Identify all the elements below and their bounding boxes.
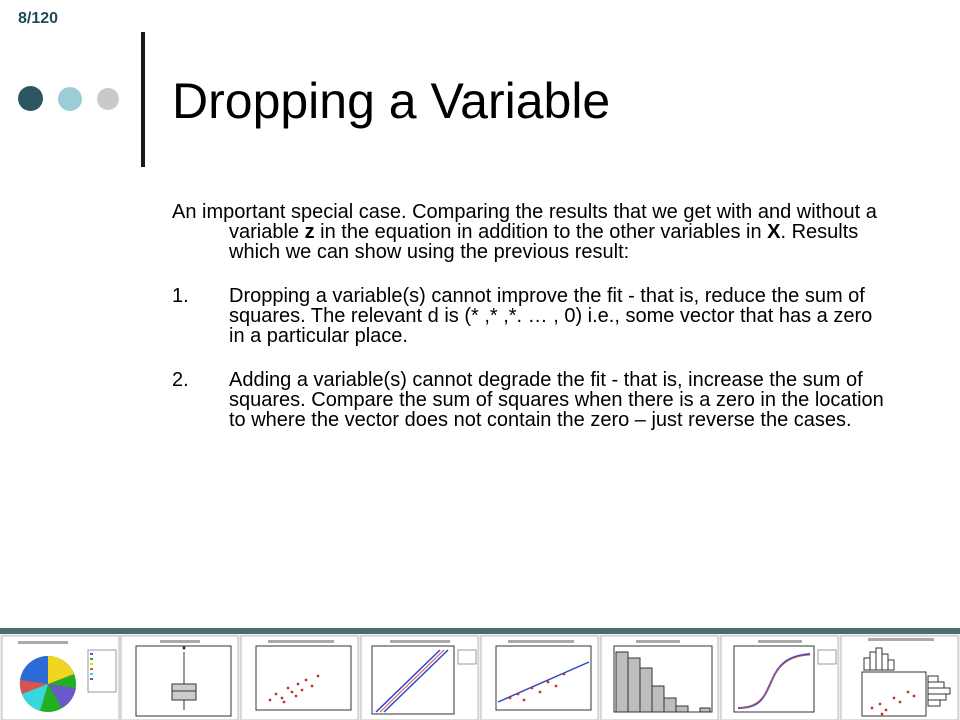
probability-plot-thumbnail — [361, 636, 478, 720]
point-two-text: Adding a variable(s) cannot degrade the fit - that is, increase the sum of squares. Compare the sum of squares when there is a zero in the location to where the vector does not contain the zero – just reverse the cases. — [229, 369, 884, 431]
title-divider — [141, 32, 145, 167]
thumbnail-strip — [0, 628, 960, 720]
point-one-number: 1. — [172, 285, 189, 307]
point-two — [172, 370, 892, 430]
histogram-thumbnail — [601, 636, 718, 720]
intro-text-2: in the equation in addition to the other variables in — [314, 221, 768, 243]
scatterplot-fit-thumbnail — [481, 636, 598, 720]
point-one — [172, 286, 892, 346]
variable-z: z — [304, 221, 315, 243]
boxplot-thumbnail — [121, 636, 238, 720]
empirical-cdf-thumbnail — [721, 636, 838, 720]
decor-dot-grey — [97, 88, 119, 110]
slide-counter: 8/120 — [18, 10, 59, 27]
intro-text-1: An important special case. Comparing the results that we get with and without a variable — [172, 201, 877, 243]
decor-dot-teal — [58, 87, 82, 111]
decor-dot-dark — [18, 86, 43, 111]
point-one-text: Dropping a variable(s) cannot improve the fit - that is, reduce the sum of squares. The relevant d is (* ,* ,*. … , 0) i.e., some vector that has a zero in a particular place. — [229, 285, 873, 347]
intro-paragraph — [172, 202, 892, 262]
pie-chart-thumbnail — [2, 636, 119, 720]
slide-body — [172, 202, 892, 454]
intro-text-3: . Results which we can show using the previous result: — [229, 221, 859, 263]
marginal-plot-thumbnail — [841, 636, 958, 720]
matrix-x: X — [767, 221, 781, 243]
slide-title: Dropping a Variable — [172, 73, 611, 129]
point-two-number: 2. — [172, 369, 189, 391]
scatterplot-thumbnail — [241, 636, 358, 720]
